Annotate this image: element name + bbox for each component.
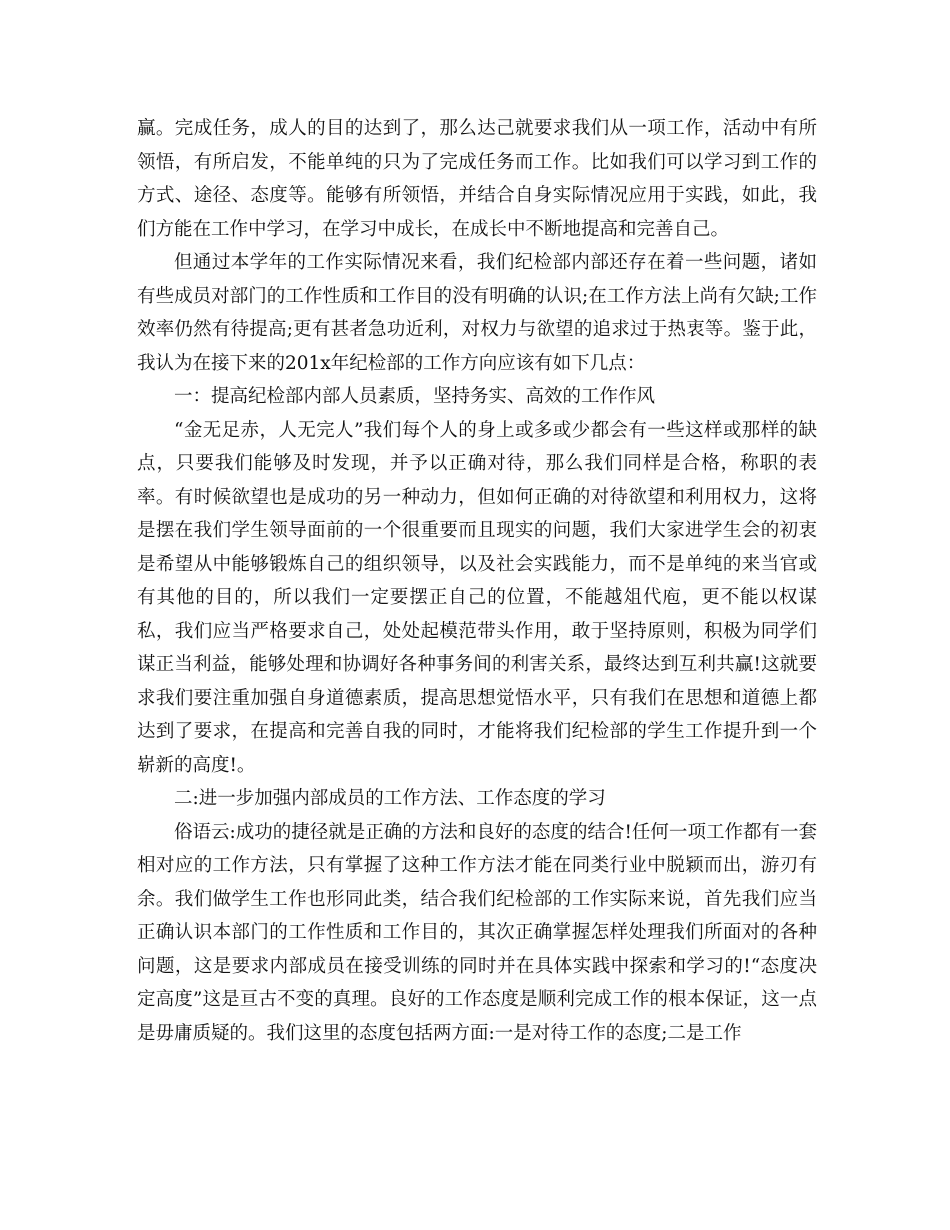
paragraph-1: 赢。完成任务，成人的目的达到了，那么达己就要求我们从一项工作，活动中有所领悟，有所启发，不能单纯的只为了完成任务而工作。比如我们可以学习到工作的方式、途径、态度等。能够有所领悟，并结合自身实际情况应用于实践，如此，我们方能在工作中学习，在学习中成长，在成长中不断地提高和完善自己。 bbox=[137, 118, 817, 240]
paragraph-3: “金无足赤，人无完人”我们每个人的身上或多或少都会有一些这样或那样的缺点，只要我们能够及时发现，并予以正确对待，那么我们同样是合格，称职的表率。有时候欲望也是成功的另一种动力，但如何正确的对待欲望和利用权力，这将是摆在我们学生领导面前的一个很重要而且现实的问题，我们大家进学生会的初衷是希望从中能够锻炼自己的组织领导，以及社会实践能力，而不是单纯的来当官或有其他的目的，所以我们一定要摆正自己的位置，不能越俎代庖，更不能以权谋私，我们应当严格要求自己，处处起模范带头作用，敢于坚持原则，积极为同学们谋正当利益，能够处理和协调好各种事务间的利害关系，最终达到互利共赢!这就要求我们要注重加强自身道德素质，提高思想觉悟水平，只有我们在思想和道德上都达到了要求，在提高和完善自我的同时，才能将我们纪检部的学生工作提升到一个崭新的高度!。 bbox=[137, 419, 817, 776]
document-body bbox=[137, 112, 817, 1050]
paragraph-2: 但通过本学年的工作实际情况来看，我们纪检部内部还存在着一些问题，诸如有些成员对部门的工作性质和工作目的没有明确的认识;在工作方法上尚有欠缺;工作效率仍然有待提高;更有甚者急功近利，对权力与欲望的追求过于热衷等。鉴于此，我认为在接下来的201x年纪检部的工作方向应该有如下几点： bbox=[137, 252, 817, 374]
section-heading-2: 二:进一步加强内部成员的工作方法、工作态度的学习 bbox=[174, 788, 606, 809]
paragraph-4: 俗语云:成功的捷径就是正确的方法和良好的态度的结合!任何一项工作都有一套相对应的工作方法，只有掌握了这种工作方法才能在同类行业中脱颖而出，游刃有余。我们做学生工作也形同此类，结合我们纪检部的工作实际来说，首先我们应当正确认识本部门的工作性质和工作目的，其次正确掌握怎样处理我们所面对的各种问题，这是要求内部成员在接受训练的同时并在具体实践中探索和学习的!“态度决定高度”这是亘古不变的真理。良好的工作态度是顺利完成工作的根本保证，这一点是毋庸质疑的。我们这里的态度包括两方面:一是对待工作的态度;二是工作 bbox=[137, 821, 817, 1044]
section-heading-1: 一：提高纪检部内部人员素质，坚持务实、高效的工作作风 bbox=[174, 386, 656, 407]
